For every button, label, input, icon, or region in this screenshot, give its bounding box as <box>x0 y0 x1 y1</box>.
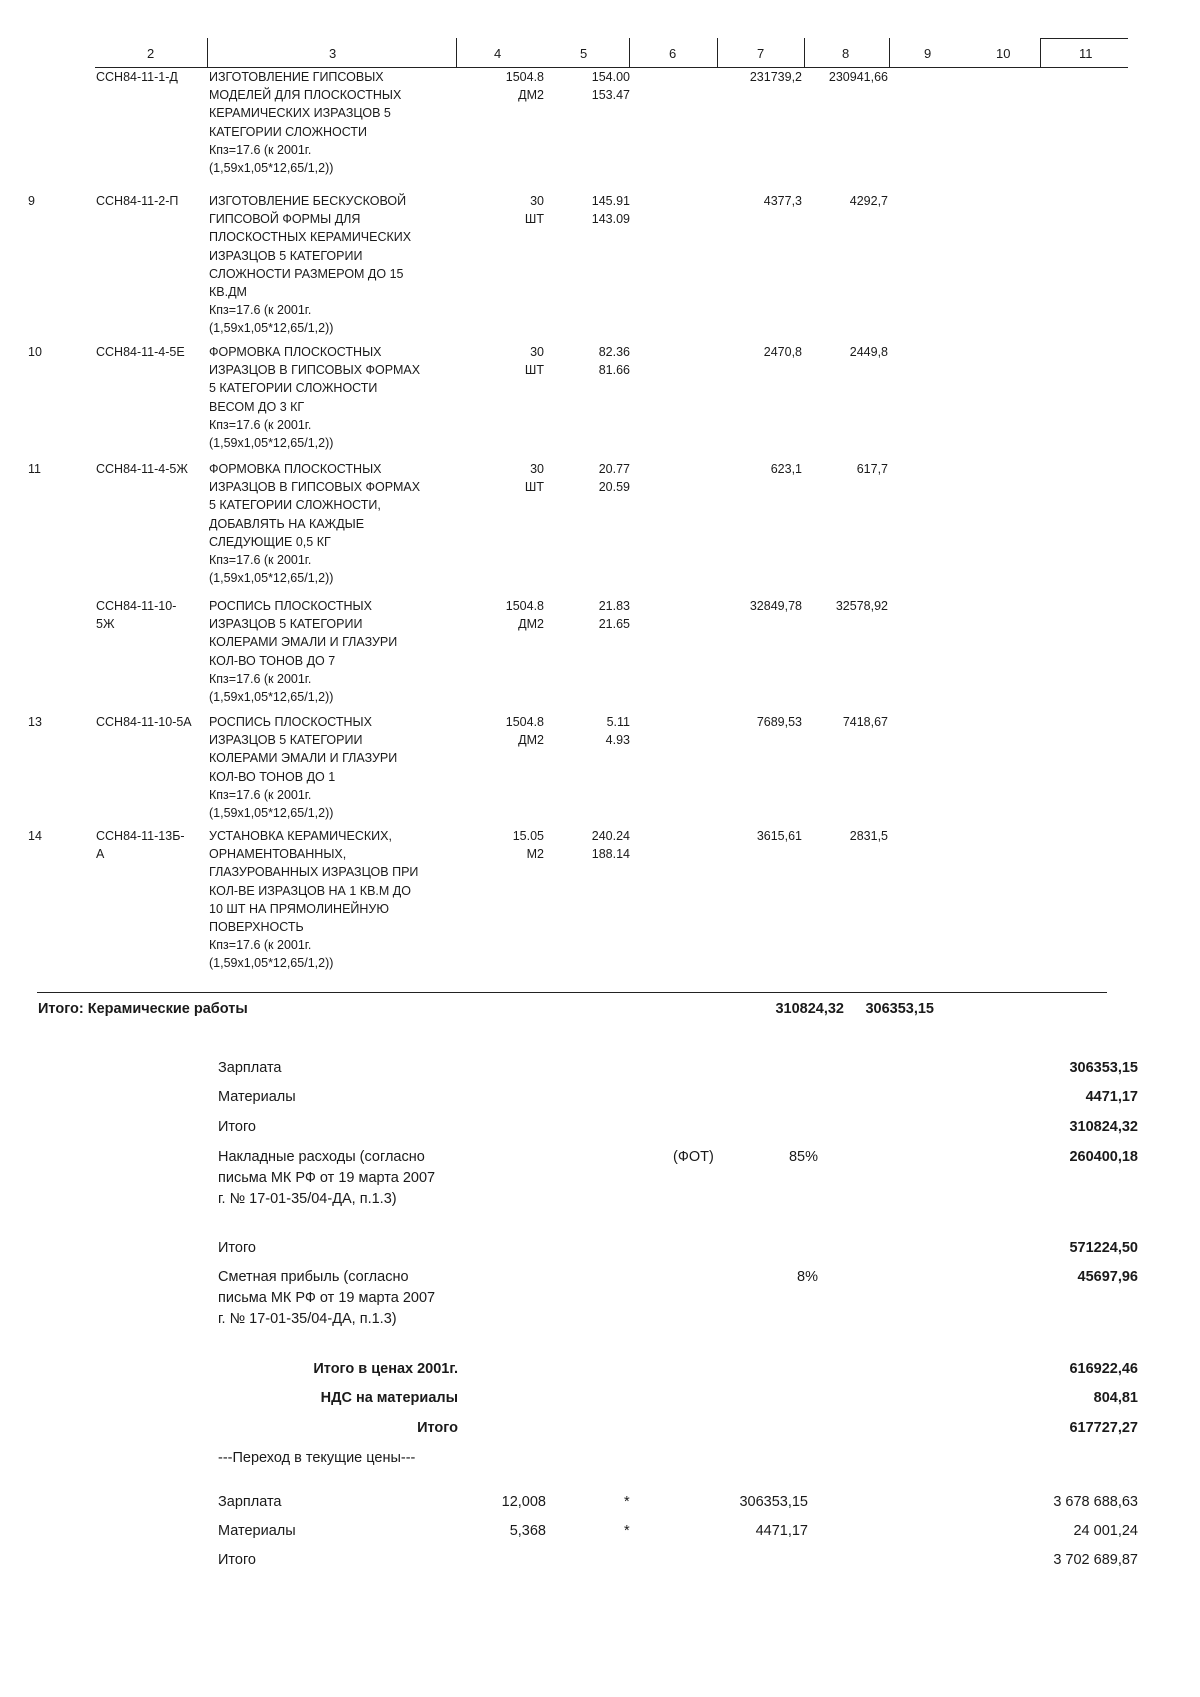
row-number: 11 <box>28 462 41 476</box>
row-description-line: ВЕСОМ ДО 3 КГ <box>209 399 305 414</box>
row-price-line: 154.00 <box>591 70 630 84</box>
row-description-line: КОЛ-ВО ТОНОВ ДО 7 <box>209 653 336 668</box>
row-price <box>560 713 630 749</box>
total-label: Итого: Керамические работы <box>38 1001 248 1017</box>
row-col-8: 230941,66 <box>828 70 888 84</box>
row-price <box>560 68 630 104</box>
row-description-line: ОРНАМЕНТОВАННЫХ, <box>209 847 347 862</box>
summary-label-line: письма МК РФ от 19 марта 2007 <box>218 1170 436 1186</box>
summary-coefficient: 12,008 <box>501 1494 546 1510</box>
row-description-line: КВ.ДМ <box>209 285 247 300</box>
row-description-line: УСТАНОВКА КЕРАМИЧЕСКИХ, <box>209 829 392 843</box>
header-col-6: 6 <box>669 46 677 61</box>
summary-label: Итого <box>218 1119 256 1135</box>
row-col-7: 623,1 <box>770 462 802 476</box>
row-price-line: 153.47 <box>591 88 630 103</box>
summary-label: НДС на материалы <box>320 1390 458 1406</box>
summary-value: 260400,18 <box>1069 1149 1138 1165</box>
header-col-4: 4 <box>494 46 502 61</box>
row-price-line: 21.83 <box>598 599 630 613</box>
row-code <box>96 343 201 361</box>
row-description-line: ИЗРАЗЦОВ 5 КАТЕГОРИИ <box>209 733 363 748</box>
row-price <box>560 597 630 633</box>
summary-label-line: г. № 17-01-35/04-ДА, п.1.3) <box>218 1311 397 1327</box>
row-quantity <box>472 827 544 863</box>
summary-value: 306353,15 <box>1069 1060 1138 1076</box>
row-quantity <box>472 192 544 228</box>
row-price <box>560 192 630 228</box>
row-quantity <box>472 713 544 749</box>
row-description-line: Кпз=17.6 (к 2001г. <box>209 142 312 157</box>
row-description-line: КЕРАМИЧЕСКИХ ИЗРАЗЦОВ 5 <box>209 106 391 121</box>
row-code-line: ССН84-11-4-5Е <box>96 345 185 359</box>
row-code <box>96 460 201 478</box>
summary-value: 804,81 <box>1093 1390 1138 1406</box>
row-description-line: (1,59x1,05*12,65/1,2)) <box>209 956 334 971</box>
row-description-line: (1,59x1,05*12,65/1,2)) <box>209 161 334 176</box>
row-description-line: Кпз=17.6 (к 2001г. <box>209 671 312 686</box>
row-price-line: 20.77 <box>598 462 630 476</box>
row-code <box>96 597 201 633</box>
header-col-11: 11 <box>1079 46 1093 61</box>
row-description <box>209 460 459 587</box>
row-description-line: КОЛ-ВО ТОНОВ ДО 1 <box>209 769 336 784</box>
summary-multiply-sign: * <box>624 1523 630 1539</box>
row-col-8: 2449,8 <box>849 345 888 359</box>
row-description-line: ИЗРАЗЦОВ 5 КАТЕГОРИИ <box>209 248 363 263</box>
row-description-line: ФОРМОВКА ПЛОСКОСТНЫХ <box>209 345 382 359</box>
row-description-line: ПЛОСКОСТНЫХ КЕРАМИЧЕСКИХ <box>209 230 412 245</box>
row-col-8: 7418,67 <box>842 715 888 729</box>
row-number: 10 <box>28 345 42 359</box>
row-description-line: 5 КАТЕГОРИИ СЛОЖНОСТИ, <box>209 498 381 513</box>
row-quantity-line: 15.05 <box>512 829 544 843</box>
row-quantity <box>472 597 544 633</box>
row-code-line: ССН84-11-1-Д <box>96 70 178 84</box>
row-price-line: 82.36 <box>598 345 630 359</box>
total-col-7: 310824,32 <box>775 1001 844 1017</box>
total-separator-line <box>37 992 1107 993</box>
summary-label: Материалы <box>218 1523 296 1539</box>
row-quantity <box>472 68 544 104</box>
row-price-line: 188.14 <box>591 847 630 862</box>
summary-label: Итого <box>218 1552 256 1568</box>
summary-value: 310824,32 <box>1069 1119 1138 1135</box>
header-col-10: 10 <box>996 46 1011 61</box>
row-quantity-line: ШТ <box>524 480 544 495</box>
row-code-line: ССН84-11-13Б- <box>96 829 185 843</box>
row-col-8: 2831,5 <box>849 829 888 843</box>
row-description-line: 10 ШТ НА ПРЯМОЛИНЕЙНУЮ <box>209 901 389 916</box>
summary-label-line: письма МК РФ от 19 марта 2007 <box>218 1290 436 1306</box>
row-description-line: ПОВЕРХНОСТЬ <box>209 920 304 935</box>
summary-label: Зарплата <box>218 1494 282 1510</box>
row-code-line: А <box>96 847 105 862</box>
row-quantity-line: 1504.8 <box>505 70 544 84</box>
summary-base: 306353,15 <box>739 1494 808 1510</box>
summary-label: Итого <box>417 1420 458 1436</box>
row-description-line: КОЛ-ВЕ ИЗРАЗЦОВ НА 1 КВ.М ДО <box>209 883 411 898</box>
summary-label-line: Сметная прибыль (согласно <box>218 1269 409 1285</box>
row-description-line: КОЛЕРАМИ ЭМАЛИ И ГЛАЗУРИ <box>209 751 398 766</box>
row-quantity-line: 30 <box>530 462 544 476</box>
row-description-line: СЛЕДУЮЩИЕ 0,5 КГ <box>209 534 331 549</box>
row-description-line: (1,59x1,05*12,65/1,2)) <box>209 806 334 821</box>
row-description <box>209 68 459 177</box>
row-description-line: ДОБАВЛЯТЬ НА КАЖДЫЕ <box>209 516 365 531</box>
row-description-line: (1,59x1,05*12,65/1,2)) <box>209 690 334 705</box>
row-quantity-line: ДМ2 <box>518 733 544 748</box>
row-quantity <box>472 343 544 379</box>
row-price-line: 20.59 <box>598 480 630 495</box>
header-col-5: 5 <box>580 46 588 61</box>
row-description-line: ИЗРАЗЦОВ В ГИПСОВЫХ ФОРМАХ <box>209 480 421 495</box>
row-col-7: 32849,78 <box>749 599 802 613</box>
summary-value: 616922,46 <box>1069 1361 1138 1377</box>
summary-label: Итого в ценах 2001г. <box>313 1361 458 1377</box>
header-col-7: 7 <box>757 46 765 61</box>
row-description-line: РОСПИСЬ ПЛОСКОСТНЫХ <box>209 599 372 613</box>
row-price-line: 81.66 <box>598 363 630 378</box>
row-quantity-line: 1504.8 <box>505 599 544 613</box>
row-code <box>96 827 201 863</box>
summary-coefficient: 5,368 <box>509 1523 546 1539</box>
header-col-2: 2 <box>147 46 155 61</box>
header-col-9: 9 <box>924 46 932 61</box>
summary-value: 3 702 689,87 <box>1053 1552 1138 1568</box>
row-description-line: (1,59x1,05*12,65/1,2)) <box>209 321 334 336</box>
row-number: 9 <box>28 194 35 208</box>
row-description-line: ФОРМОВКА ПЛОСКОСТНЫХ <box>209 462 382 476</box>
row-description-line: КОЛЕРАМИ ЭМАЛИ И ГЛАЗУРИ <box>209 635 398 650</box>
summary-percent: 85% <box>788 1149 818 1165</box>
row-price <box>560 343 630 379</box>
summary-multiply-sign: * <box>624 1494 630 1510</box>
summary-fot: (ФОТ) <box>673 1149 714 1165</box>
row-description <box>209 597 459 706</box>
row-price-line: 240.24 <box>591 829 630 843</box>
row-description-line: (1,59x1,05*12,65/1,2)) <box>209 436 334 451</box>
summary-label <box>218 1147 478 1210</box>
header-col-3: 3 <box>329 46 337 61</box>
row-code-line: ССН84-11-4-5Ж <box>96 462 188 476</box>
row-description-line: СЛОЖНОСТИ РАЗМЕРОМ ДО 15 <box>209 266 404 281</box>
row-price-line: 4.93 <box>605 733 630 748</box>
row-quantity-line: ДМ2 <box>518 88 544 103</box>
row-description-line: Кпз=17.6 (к 2001г. <box>209 303 312 318</box>
header-col-8: 8 <box>842 46 850 61</box>
row-quantity-line: М2 <box>526 847 544 862</box>
row-price <box>560 460 630 496</box>
row-col-7: 4377,3 <box>763 194 802 208</box>
summary-value: 571224,50 <box>1069 1240 1138 1256</box>
row-description <box>209 713 459 822</box>
row-quantity-line: ШТ <box>524 363 544 378</box>
row-col-7: 7689,53 <box>756 715 802 729</box>
row-description-line: ИЗРАЗЦОВ 5 КАТЕГОРИИ <box>209 617 363 632</box>
row-description <box>209 343 459 452</box>
summary-value: 3 678 688,63 <box>1053 1494 1138 1510</box>
row-quantity-line: 1504.8 <box>505 715 544 729</box>
row-price-line: 5.11 <box>606 715 630 729</box>
summary-label: Итого <box>218 1240 256 1256</box>
row-col-8: 32578,92 <box>835 599 888 613</box>
row-description-line: КАТЕГОРИИ СЛОЖНОСТИ <box>209 124 367 139</box>
row-description <box>209 192 459 338</box>
total-row <box>38 1001 1158 1017</box>
row-code-line: ССН84-11-10-5А <box>96 715 192 729</box>
summary-value: 45697,96 <box>1077 1269 1138 1285</box>
summary-label: ---Переход в текущие цены--- <box>218 1450 416 1466</box>
row-description-line: ИЗГОТОВЛЕНИЕ БЕСКУСКОВОЙ <box>209 194 407 208</box>
row-quantity-line: ШТ <box>524 212 544 227</box>
row-col-8: 617,7 <box>856 462 888 476</box>
row-col-7: 2470,8 <box>763 345 802 359</box>
row-description-line: Кпз=17.6 (к 2001г. <box>209 553 312 568</box>
row-col-7: 231739,2 <box>749 70 802 84</box>
summary-base: 4471,17 <box>755 1523 808 1539</box>
row-code-line: 5Ж <box>96 617 115 632</box>
row-description <box>209 827 459 973</box>
row-price <box>560 827 630 863</box>
row-quantity-line: 30 <box>530 345 544 359</box>
summary-value: 24 001,24 <box>1073 1523 1138 1539</box>
row-description-line: Кпз=17.6 (к 2001г. <box>209 417 312 432</box>
summary-percent: 8% <box>797 1269 818 1285</box>
row-price-line: 145.91 <box>591 194 630 208</box>
row-code-line: ССН84-11-10- <box>96 599 177 613</box>
row-number: 13 <box>28 715 42 729</box>
row-description-line: (1,59x1,05*12,65/1,2)) <box>209 571 334 586</box>
row-description-line: 5 КАТЕГОРИИ СЛОЖНОСТИ <box>209 381 378 396</box>
row-description-line: ИЗРАЗЦОВ В ГИПСОВЫХ ФОРМАХ <box>209 363 421 378</box>
summary-label-line: г. № 17-01-35/04-ДА, п.1.3) <box>218 1191 397 1207</box>
row-description-line: Кпз=17.6 (к 2001г. <box>209 938 312 953</box>
row-price-line: 143.09 <box>591 212 630 227</box>
row-number: 14 <box>28 829 42 843</box>
row-description-line: ИЗГОТОВЛЕНИЕ ГИПСОВЫХ <box>209 70 384 84</box>
row-code <box>96 192 201 210</box>
summary-value: 617727,27 <box>1069 1420 1138 1436</box>
summary-label: Материалы <box>218 1089 296 1105</box>
summary-value: 4471,17 <box>1085 1089 1138 1105</box>
row-quantity-line: 30 <box>530 194 544 208</box>
summary-label: Зарплата <box>218 1060 282 1076</box>
row-description-line: РОСПИСЬ ПЛОСКОСТНЫХ <box>209 715 372 729</box>
row-quantity-line: ДМ2 <box>518 617 544 632</box>
row-col-7: 3615,61 <box>756 829 802 843</box>
row-description-line: МОДЕЛЕЙ ДЛЯ ПЛОСКОСТНЫХ <box>209 88 402 103</box>
summary-label <box>218 1267 478 1330</box>
row-col-8: 4292,7 <box>849 194 888 208</box>
row-description-line: ГЛАЗУРОВАННЫХ ИЗРАЗЦОВ ПРИ <box>209 865 419 880</box>
row-code <box>96 713 201 731</box>
row-code <box>96 68 201 86</box>
total-col-8: 306353,15 <box>865 1001 934 1017</box>
row-price-line: 21.65 <box>598 617 630 632</box>
row-code-line: ССН84-11-2-П <box>96 194 179 208</box>
row-quantity <box>472 460 544 496</box>
row-description-line: ГИПСОВОЙ ФОРМЫ ДЛЯ <box>209 212 361 227</box>
row-description-line: Кпз=17.6 (к 2001г. <box>209 787 312 802</box>
summary-label-line: Накладные расходы (согласно <box>218 1149 425 1165</box>
